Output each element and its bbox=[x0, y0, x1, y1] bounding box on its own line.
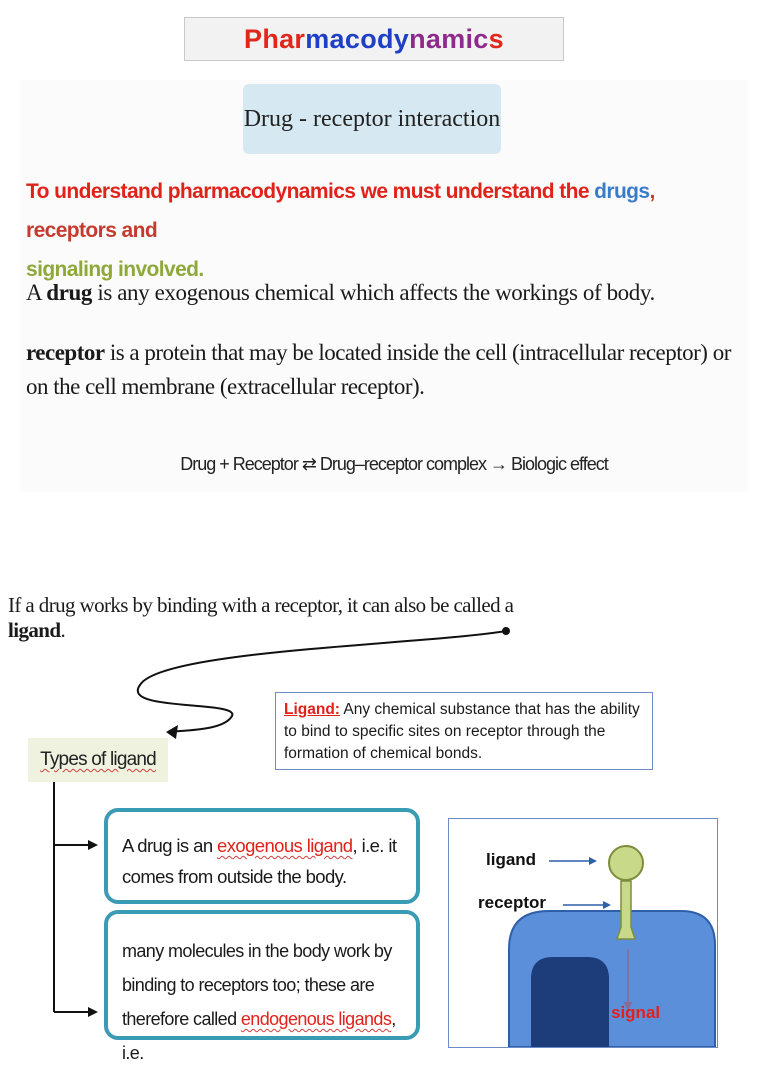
types-of-ligand-label bbox=[28, 738, 168, 782]
endo-text-2: , i.e. bbox=[122, 1009, 396, 1063]
ligand-definition-box bbox=[275, 692, 653, 770]
intro-receptors: , receptors and bbox=[26, 180, 655, 242]
endogenous-ligand-box bbox=[104, 910, 420, 1063]
endo-highlight: endogenous ligands bbox=[240, 1009, 392, 1029]
intro-signaling: signaling involved. bbox=[26, 258, 204, 281]
slide-subheading: Drug - receptor interaction bbox=[243, 84, 501, 154]
exo-text-1: A drug is an bbox=[122, 835, 218, 856]
types-of-ligand-text: Types of ligand bbox=[40, 749, 156, 770]
title-part-4: s bbox=[488, 23, 504, 54]
receptor-diagram bbox=[448, 818, 718, 1048]
drug-def-text: is any exogenous chemical which affects the workings of body. bbox=[92, 280, 655, 305]
receptor-arrowhead bbox=[603, 901, 611, 909]
title-part-3: namic bbox=[409, 23, 489, 54]
title-part-2: macody bbox=[305, 23, 410, 54]
exogenous-ligand-box bbox=[104, 808, 420, 904]
exo-text-2: , i.e. it comes from outside the body. bbox=[122, 835, 397, 887]
ligand-definition-label: Ligand: bbox=[284, 701, 340, 718]
ligand-sentence-end: . bbox=[60, 618, 66, 642]
intro-drugs: drugs bbox=[594, 180, 650, 203]
signal-diagram-label: signal bbox=[611, 1003, 661, 1022]
drug-term: drug bbox=[46, 280, 92, 305]
receptor-diagram-label: receptor bbox=[478, 893, 547, 912]
receptor-def-text: is a protein that may be located inside the cell (intracellular receptor) or on the cell membrane (extracellular receptor). bbox=[26, 340, 731, 399]
receptor-term: receptor bbox=[26, 340, 105, 365]
ligand-diagram-label: ligand bbox=[486, 850, 537, 869]
connector-arrowhead bbox=[166, 725, 178, 739]
drug-def-article: A bbox=[26, 280, 47, 305]
tree-branch-lines bbox=[54, 782, 92, 1012]
ligand-sentence-text: If a drug works by binding with a receptor, it can also be called a bbox=[8, 593, 514, 617]
ligand-head bbox=[609, 846, 643, 880]
endo-text-1: many molecules in the body work by binding to receptors too; these are therefore called bbox=[122, 941, 392, 1029]
nucleus bbox=[531, 957, 609, 1047]
tree-arrowhead-2 bbox=[88, 1007, 98, 1017]
exo-highlight: exogenous ligand bbox=[217, 835, 353, 856]
ligand-definition-text: Any chemical substance that has the ability to bind to specific sites on receptor through the formation of chemical bonds. bbox=[284, 701, 640, 762]
ligand-term: ligand bbox=[8, 618, 61, 642]
connector-dot bbox=[502, 627, 510, 635]
ligand-arrowhead bbox=[589, 857, 597, 865]
title-part-1: Phar bbox=[244, 23, 306, 54]
intro-part-1: To understand pharmacodynamics we must understand the bbox=[26, 180, 595, 203]
reaction-equation: Drug + Receptor ⇄ Drug–receptor complex → Biologic effect bbox=[180, 454, 608, 474]
tree-arrowhead-1 bbox=[88, 840, 98, 850]
